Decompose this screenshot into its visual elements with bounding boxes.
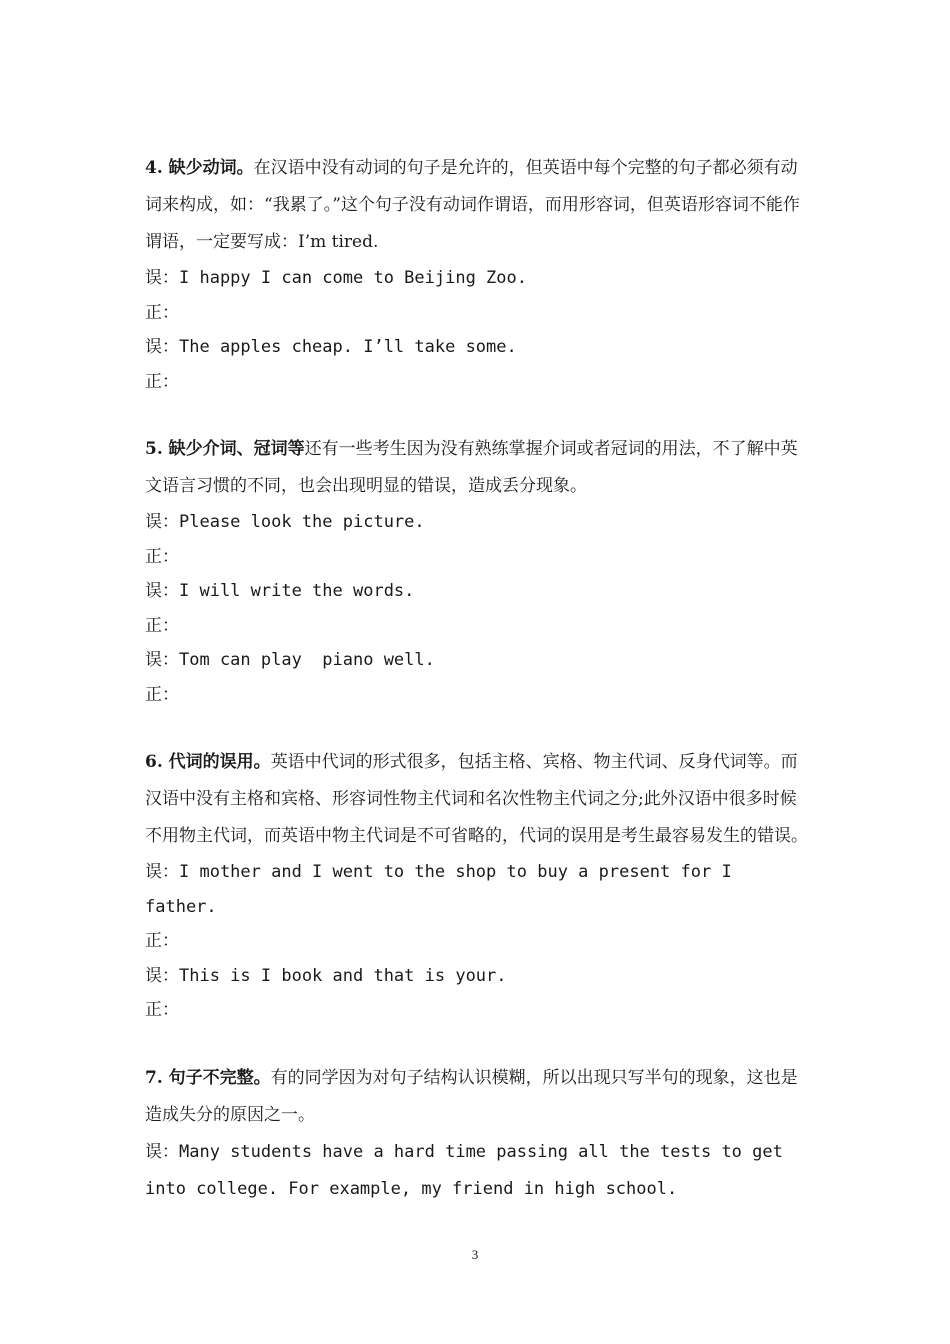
example-label: 误： <box>145 581 179 601</box>
example-label: 正： <box>145 1000 179 1020</box>
example-text: This is I book and that is your. <box>179 965 507 986</box>
example-label: 正： <box>145 371 179 392</box>
example-line <box>145 1134 810 1208</box>
example-line <box>145 365 810 400</box>
section-heading: 4. 缺少动词。 <box>145 158 254 178</box>
example-label: 误： <box>145 650 179 670</box>
example-line <box>145 959 810 994</box>
example-text: Tom can play piano well. <box>179 650 435 670</box>
section-heading: 7. 句子不完整。 <box>145 1067 271 1088</box>
example-line <box>145 643 810 678</box>
example-label: 误： <box>145 512 179 532</box>
example-label: 正： <box>145 684 179 705</box>
example-label: 误： <box>145 1141 179 1162</box>
example-label: 正： <box>145 302 179 323</box>
paragraph <box>145 431 810 505</box>
example-text: Please look the picture. <box>179 512 425 532</box>
section-6 <box>145 744 810 1028</box>
example-label: 误： <box>145 965 179 986</box>
section-heading: 5. 缺少介词、冠词等 <box>145 439 305 459</box>
example-line <box>145 330 810 365</box>
paragraph <box>145 744 810 855</box>
example-line <box>145 678 810 713</box>
section-body: 在汉语中没有动词的句子是允许的，但英语中每个完整的句子都必须有动词来构成，如：“我累了。”这个句子没有动词作谓语，而用形容词，但英语形容词不能作谓语，一定要写成：I’m tired. <box>145 158 800 252</box>
example-label: 正： <box>145 615 179 636</box>
example-label: 误： <box>145 268 179 288</box>
paragraph <box>145 1060 810 1134</box>
example-line <box>145 540 810 575</box>
example-line <box>145 855 810 924</box>
section-body: 英语中代词的形式很多，包括主格、宾格、物主代词、反身代词等。而汉语中没有主格和宾格、形容词性物主代词和名次性物主代词之分;此外汉语中很多时候不用物主代词，而英语中物主代词是不可省略的，代词的误用是考生最容易发生的错误。 <box>145 752 808 846</box>
section-body: 有的同学因为对句子结构认识模糊，所以出现只写半句的现象，这也是造成失分的原因之一。 <box>145 1067 798 1125</box>
example-text: Many students have a hard time passing all the tests to get into college. For example, my friend in high school. <box>145 1141 783 1199</box>
example-line <box>145 609 810 644</box>
section-4 <box>145 150 810 399</box>
example-line <box>145 505 810 540</box>
example-line <box>145 924 810 959</box>
document-page <box>145 150 810 1240</box>
example-text: I happy I can come to Beijing Zoo. <box>179 268 527 288</box>
section-5 <box>145 431 810 712</box>
example-line <box>145 993 810 1028</box>
example-label: 误： <box>145 337 179 357</box>
example-label: 误： <box>145 862 179 882</box>
section-7 <box>145 1060 810 1208</box>
example-line <box>145 261 810 296</box>
section-body: 还有一些考生因为没有熟练掌握介词或者冠词的用法，不了解中英文语言习惯的不同，也会出现明显的错误，造成丢分现象。 <box>145 439 798 496</box>
example-text: The apples cheap. I’ll take some. <box>179 337 517 357</box>
page-number: 3 <box>471 1247 479 1262</box>
example-label: 正： <box>145 931 179 951</box>
example-text: I will write the words. <box>179 581 415 601</box>
example-line <box>145 574 810 609</box>
paragraph <box>145 150 810 261</box>
example-label: 正： <box>145 546 179 567</box>
example-line <box>145 296 810 331</box>
example-text: I mother and I went to the shop to buy a present for I father. <box>145 862 742 917</box>
section-heading: 6. 代词的误用。 <box>145 752 271 772</box>
